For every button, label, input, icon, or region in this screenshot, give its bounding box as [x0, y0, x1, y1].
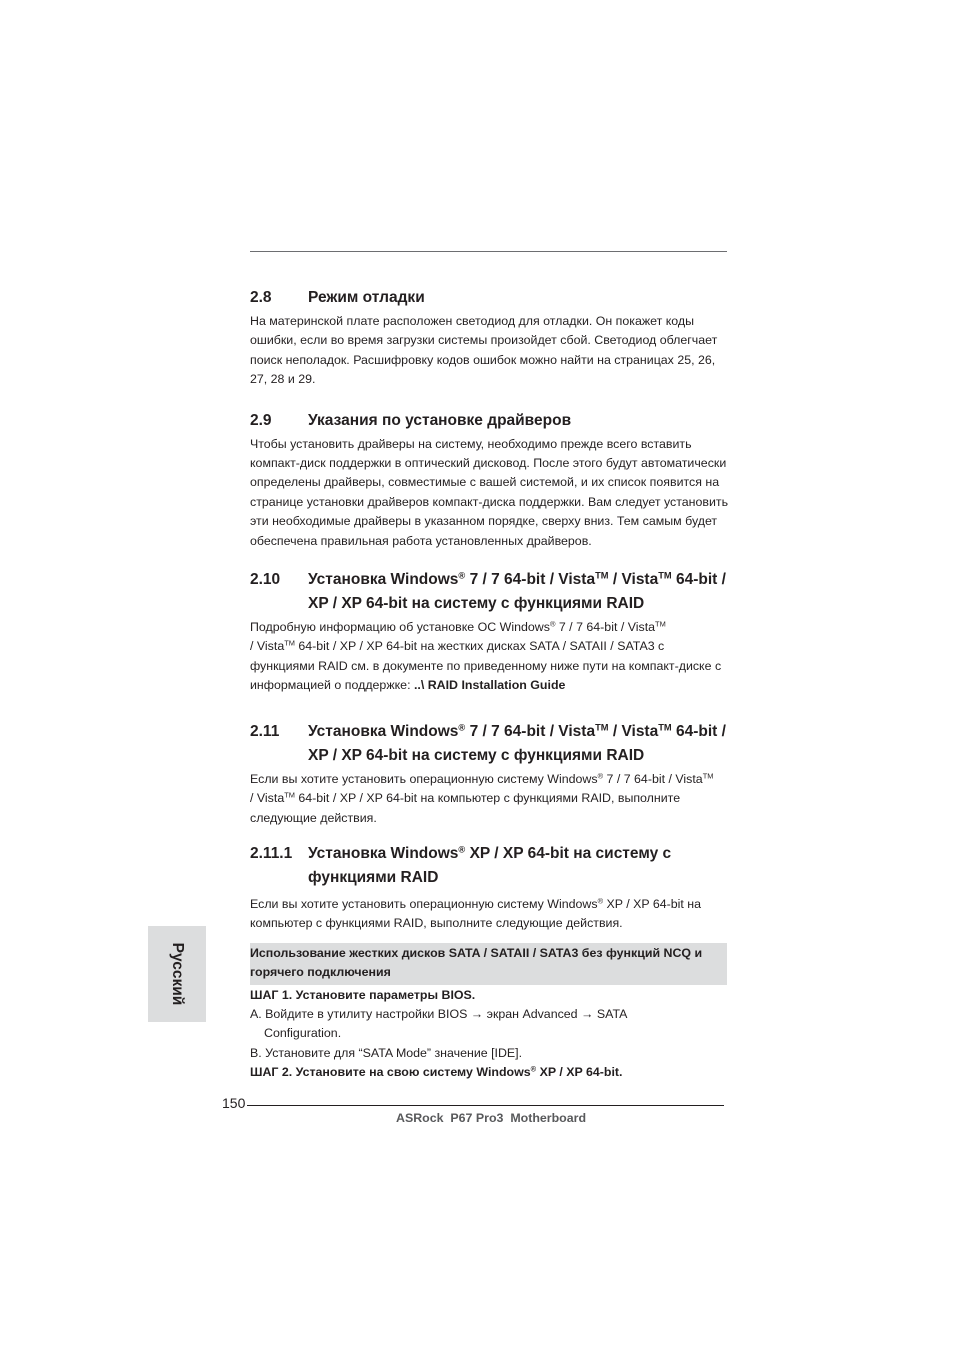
section-number: 2.8: [250, 289, 272, 306]
bottom-rule: [247, 1105, 724, 1106]
section-heading-2-9: [250, 409, 730, 433]
section-heading-2-10: [250, 568, 730, 616]
section-title: Установка Windows® 7 / 7 64-bit / Vista™ / Vista™ 64-bit / XP / XP 64-bit на систему с функциями RAID: [308, 722, 726, 764]
section-heading-2-11: [250, 720, 730, 768]
section-number: 2.11.1: [250, 844, 293, 862]
section-heading-2-11-1: [250, 842, 730, 890]
step-1-a-cont: Configuration.: [264, 1026, 342, 1041]
note-box: Использование жестких дисков SATA / SATAII / SATA3 без функций NCQ и горячего подключения: [250, 943, 727, 985]
section-body-2-11: Если вы хотите установить операционную систему Windows® 7 / 7 64-bit / Vista™ / Vista™ 64-bit / XP / XP 64-bit на компьютер с функциями RAID, выполните следующие действия.: [250, 771, 714, 825]
section-heading-2-8: [250, 286, 730, 310]
step-2: ШАГ 2. Установите на свою систему Windows® XP / XP 64-bit.: [250, 1064, 623, 1080]
step-1-b: B. Установите для “SATA Mode” значение [IDE].: [250, 1045, 523, 1060]
section-title: Установка Windows® 7 / 7 64-bit / Vista™ / Vista™ 64-bit / XP / XP 64-bit на систему с функциями RAID: [308, 570, 726, 613]
step-1: ШАГ 1. Установите параметры BIOS.: [250, 987, 476, 1002]
page-number: 150: [222, 1095, 246, 1111]
steps-list: [250, 986, 730, 1083]
step-1-a: A. Войдите в утилиту настройки BIOS → экран Advanced → SATA: [250, 1006, 628, 1021]
section-body-2-9: Чтобы установить драйверы на систему, необходимо прежде всего вставить компакт-диск поддержки в оптический дисковод. После этого будут автоматически определены драйверы, совместимые с вашей системой, и их список появится на странице установки драйверов компакт-диска поддержки. Вам следует установить эти необходимые драйверы в указанном порядке, сверху вниз. Тем самым будет обеспечена правильная работа установленных драйверов.: [250, 436, 729, 548]
top-rule: [250, 251, 727, 252]
section-title: Режим отладки: [308, 289, 425, 306]
language-label: Русский: [169, 942, 186, 1006]
section-title: Установка Windows® XP / XP 64-bit на систему с функциями RAID: [308, 844, 672, 886]
section-body-2-10: Подробную информацию об установке ОС Windows® 7 / 7 64-bit / Vista™ / Vista™ 64-bit / XP / XP 64-bit на жестких дисках SATA / SATAII / SATA3 с функциями RAID см. в документе по приведенному ниже пути на компакт-диске с информацией о поддержке: ..\ RAID Installation Guide: [250, 619, 722, 693]
section-number: 2.11: [250, 722, 280, 740]
section-body-2-8: На материнской плате расположен светодиод для отладки. Он покажет коды ошибки, если во время загрузки системы произойдет сбой. Светодиод облегчает поиск неполадок. Расшифровку кодов ошибок можно найти на страницах 25, 26, 27, 28 и 29.: [250, 314, 718, 387]
section-title: Указания по установке драйверов: [308, 411, 572, 429]
section-number: 2.10: [250, 571, 281, 589]
section-number: 2.9: [250, 411, 272, 429]
footer-product: ASRock P67 Pro3 Motherboard: [396, 1111, 587, 1125]
language-side-tab: [148, 926, 206, 1022]
page-content: [250, 286, 730, 1083]
raid-guide-path: ..\ RAID Installation Guide: [413, 678, 566, 693]
section-body-2-11-1: Если вы хотите установить операционную систему Windows® XP / XP 64-bit на компьютер с функциями RAID, выполните следующие действия.: [250, 896, 702, 931]
